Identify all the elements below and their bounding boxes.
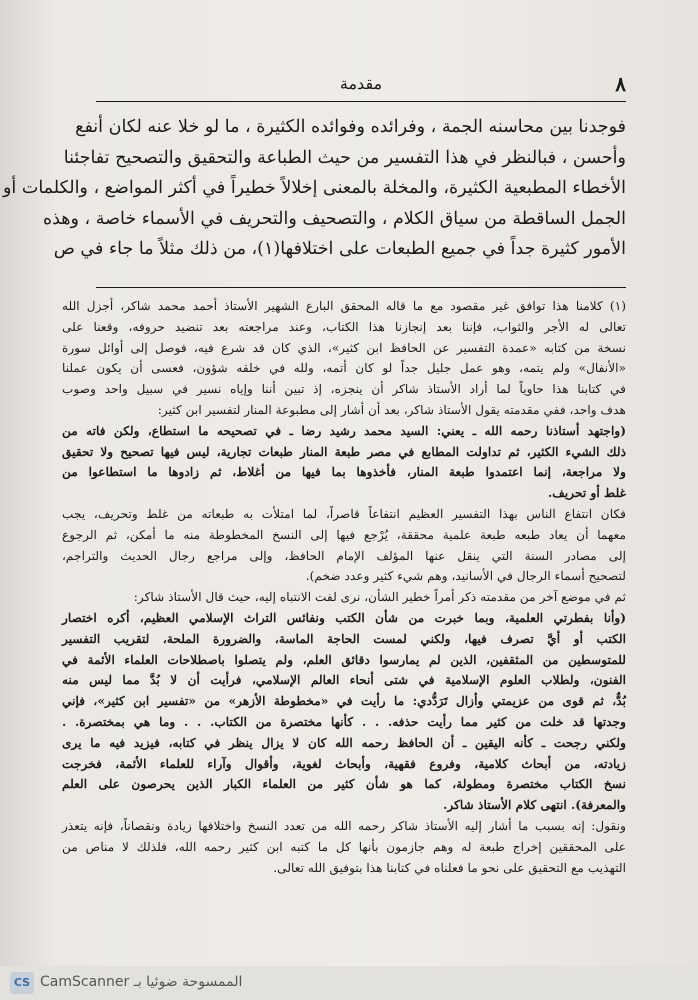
main-line: وأحسن ، فبالنظر في هذا التفسير من حيث الطباعة والتحقيق والتصحيح تفاجئنا <box>63 147 626 168</box>
footnote-quote-line: زيادته، من أبحاث كلامية، وفروع فقهية، وأبحاث لغوية، وأقوال وآراء للعلماء الأئمة، فخرجت <box>62 756 626 771</box>
footnote-quote-line: ولكني رجحت ـ كأنه اليقين ـ أن الحافظ رحمه الله كان لا يزال ينظر في كتابه، فيزيد فيه ما يرى <box>62 735 626 750</box>
footnotes <box>62 296 626 878</box>
footnote-line: «الأنفال» ولم يتمه، وهو عمل جليل جداً لو كان أتمه، ولله في خلقه شؤون، فعسى أن يكون عملنا <box>62 361 626 376</box>
footnote-line: هدف واحد، ففي مقدمته يقول الأستاذ شاكر، بعد أن أشار إلى مطبوعة المنار لتفسير ابن كثير: <box>157 402 626 417</box>
footnote-line: نسخة من كتابه «عمدة التفسير عن الحافظ ابن كثير»، الذي كان قد شرع فيه، فوصل إلى أوائل سورة <box>62 340 626 355</box>
footnote-separator <box>96 287 626 288</box>
running-title: مقدمة <box>339 74 383 93</box>
footnote-line: إلى مصادر السنة التي ينقل عنها المؤلف الإمام الحافظ، وإلى مراجع رجال الحديث والتراجم، <box>62 548 626 563</box>
footnote-quote-line: والمعرفة). انتهى كلام الأستاذ شاكر. <box>443 798 626 813</box>
camscanner-logo: CS <box>10 972 34 994</box>
footnote-quote-line: ذلك الشيء الكثير، ثم تداولت المطابع في مصر طبعة المنار طبعات تجارية، ليس فيها تصحيح ولا تحقيق <box>62 444 626 459</box>
camscanner-label: CamScanner الممسوحة ضوئيا بـ <box>40 974 243 990</box>
page-header <box>96 72 626 98</box>
main-line: الجمل الساقطة من سياق الكلام ، والتصحيف والتحريف في الأسماء خاصة ، وهذه <box>42 208 626 229</box>
footnote-line: التهذيب مع التحقيق على نحو ما فعلناه في كتابنا هذا بتوفيق الله تعالى. <box>273 860 626 875</box>
footnote-line: ثم في موضع آخر من مقدمته ذكر أمراً خطير الشأن، نرى لفت الانتباه إليه، حيث قال الأستاذ شاكر: <box>133 590 626 605</box>
header-rule <box>96 101 626 102</box>
footnote-line: لتصحيح أسماء الرجال في الأسانيد، وهم شيء كثير وعدد ضخم). <box>305 569 626 584</box>
footnote-quote-line: للمتوسطين من المثقفين، الذين لم يمارسوا دقائق العلم، ولم يتصلوا باصطلاحات العلماء الأئمة في <box>62 652 626 667</box>
footnote-quote-line: الكتب أو أيَّ تصرف فيها، ولكني لمست الحاجة الماسة، والضرورة الملحة، لتقريب التفسير <box>62 631 626 646</box>
footnote-line: فكان انتفاع الناس بهذا التفسير العظيم انتفاعاً قاصراً، لما امتلأت به طبعاته من غلط وتحريف، يجب <box>62 506 626 521</box>
footnote-quote-line: (وأنا بفطرتي العلمية، وبما خبرت من شأن الكتب ونفائس التراث الإسلامي العظيم، أكره اختصار <box>62 610 626 625</box>
page-number: ٨ <box>615 72 626 96</box>
footnote-quote-line: نسخ الكتاب مختصرة ومطولة، كما هو شأن كثير من العلماء الكبار الذين يحرصون على العلم <box>62 777 626 792</box>
main-text <box>2 112 626 265</box>
footnote-line: معهما أن يعاد طبعه طبعة علمية محققة، يُرْجع فيها إلى النسخ المخطوطة منه ما أمكن، ثم الرجوع <box>62 527 626 542</box>
footnote-quote-line: غلط أو تحريف. <box>548 486 626 501</box>
main-line: الأخطاء المطبعية الكثيرة، والمخلة بالمعنى إخلالاً خطيراً في أكثر المواضع ، والكلمات أو <box>2 178 626 198</box>
footnote-quote-line: وجدتها قد خلت من كثير مما رأيت حذفه. . . كأنها مختصرة من الكتاب. . . وما هي بمختصرة. . <box>62 714 626 729</box>
footnote-line: ونقول: إنه بسبب ما أشار إليه الأستاذ شاكر رحمه الله من تعدد النسخ واختلافها زيادة ونقصاناً، فإنه يتعذر <box>62 818 626 833</box>
footnote-quote-line: الفنون، ولطلاب العلوم الإسلامية في شتى أنحاء العالم الإسلامي، فرأيت أن لا بُدَّ مما ليس منه <box>62 673 626 688</box>
footnote-quote-line: بُدٌّ، ثم قوى من عزيمتي وأزال تَرَدُّدي: ما رأيت في «مخطوطة الأزهر» من «تفسير ابن كثير»، فإني <box>62 694 626 709</box>
footnote-line: تعالى له الأجر والثواب، فإننا بعد إنجازنا هذا الكتاب، وعند مراجعته بعد تنضيد حروفه، وقعنا على <box>62 319 626 334</box>
footnote-line: في كتابنا هذا حاوياً لما أراد الأستاذ شاكر أن ينجزه، إذ تبين أننا وإياه نسير في سبيل واحد وصوب <box>62 382 626 397</box>
main-line: الأمور كثيرة جداً في جميع الطبعات على اختلافها(١)، من ذلك مثلاً ما جاء في ص <box>53 239 626 259</box>
footnote-quote-line: (واجتهد أستاذنا رحمه الله ـ يعني: السيد محمد رشيد رضا ـ في تصحيحه ما استطاع، ولكن فاته من <box>62 423 626 438</box>
footnote-quote-line: ولا مراجعة، إنما اعتمدوا طبعة المنار، فأخذوها بما فيها من أغلاط، ثم زادوها ما استطاعوا من <box>62 465 626 480</box>
footnote-line: على المحققين إخراج طبعة له وهم جازمون بأنها كل ما كتبه ابن كثير رحمه الله، فلذلك لا مناص من <box>62 839 626 854</box>
footnote-line: (١) كلامنا هذا توافق غير مقصود مع ما قاله المحقق البارع الشهير الأستاذ أحمد محمد شاكر، أجزل الله <box>62 299 626 313</box>
main-line: فوجدنا بين محاسنه الجمة ، وفرائده وفوائده الكثيرة ، ما لو خلا عنه لكان أنفع <box>75 117 626 137</box>
